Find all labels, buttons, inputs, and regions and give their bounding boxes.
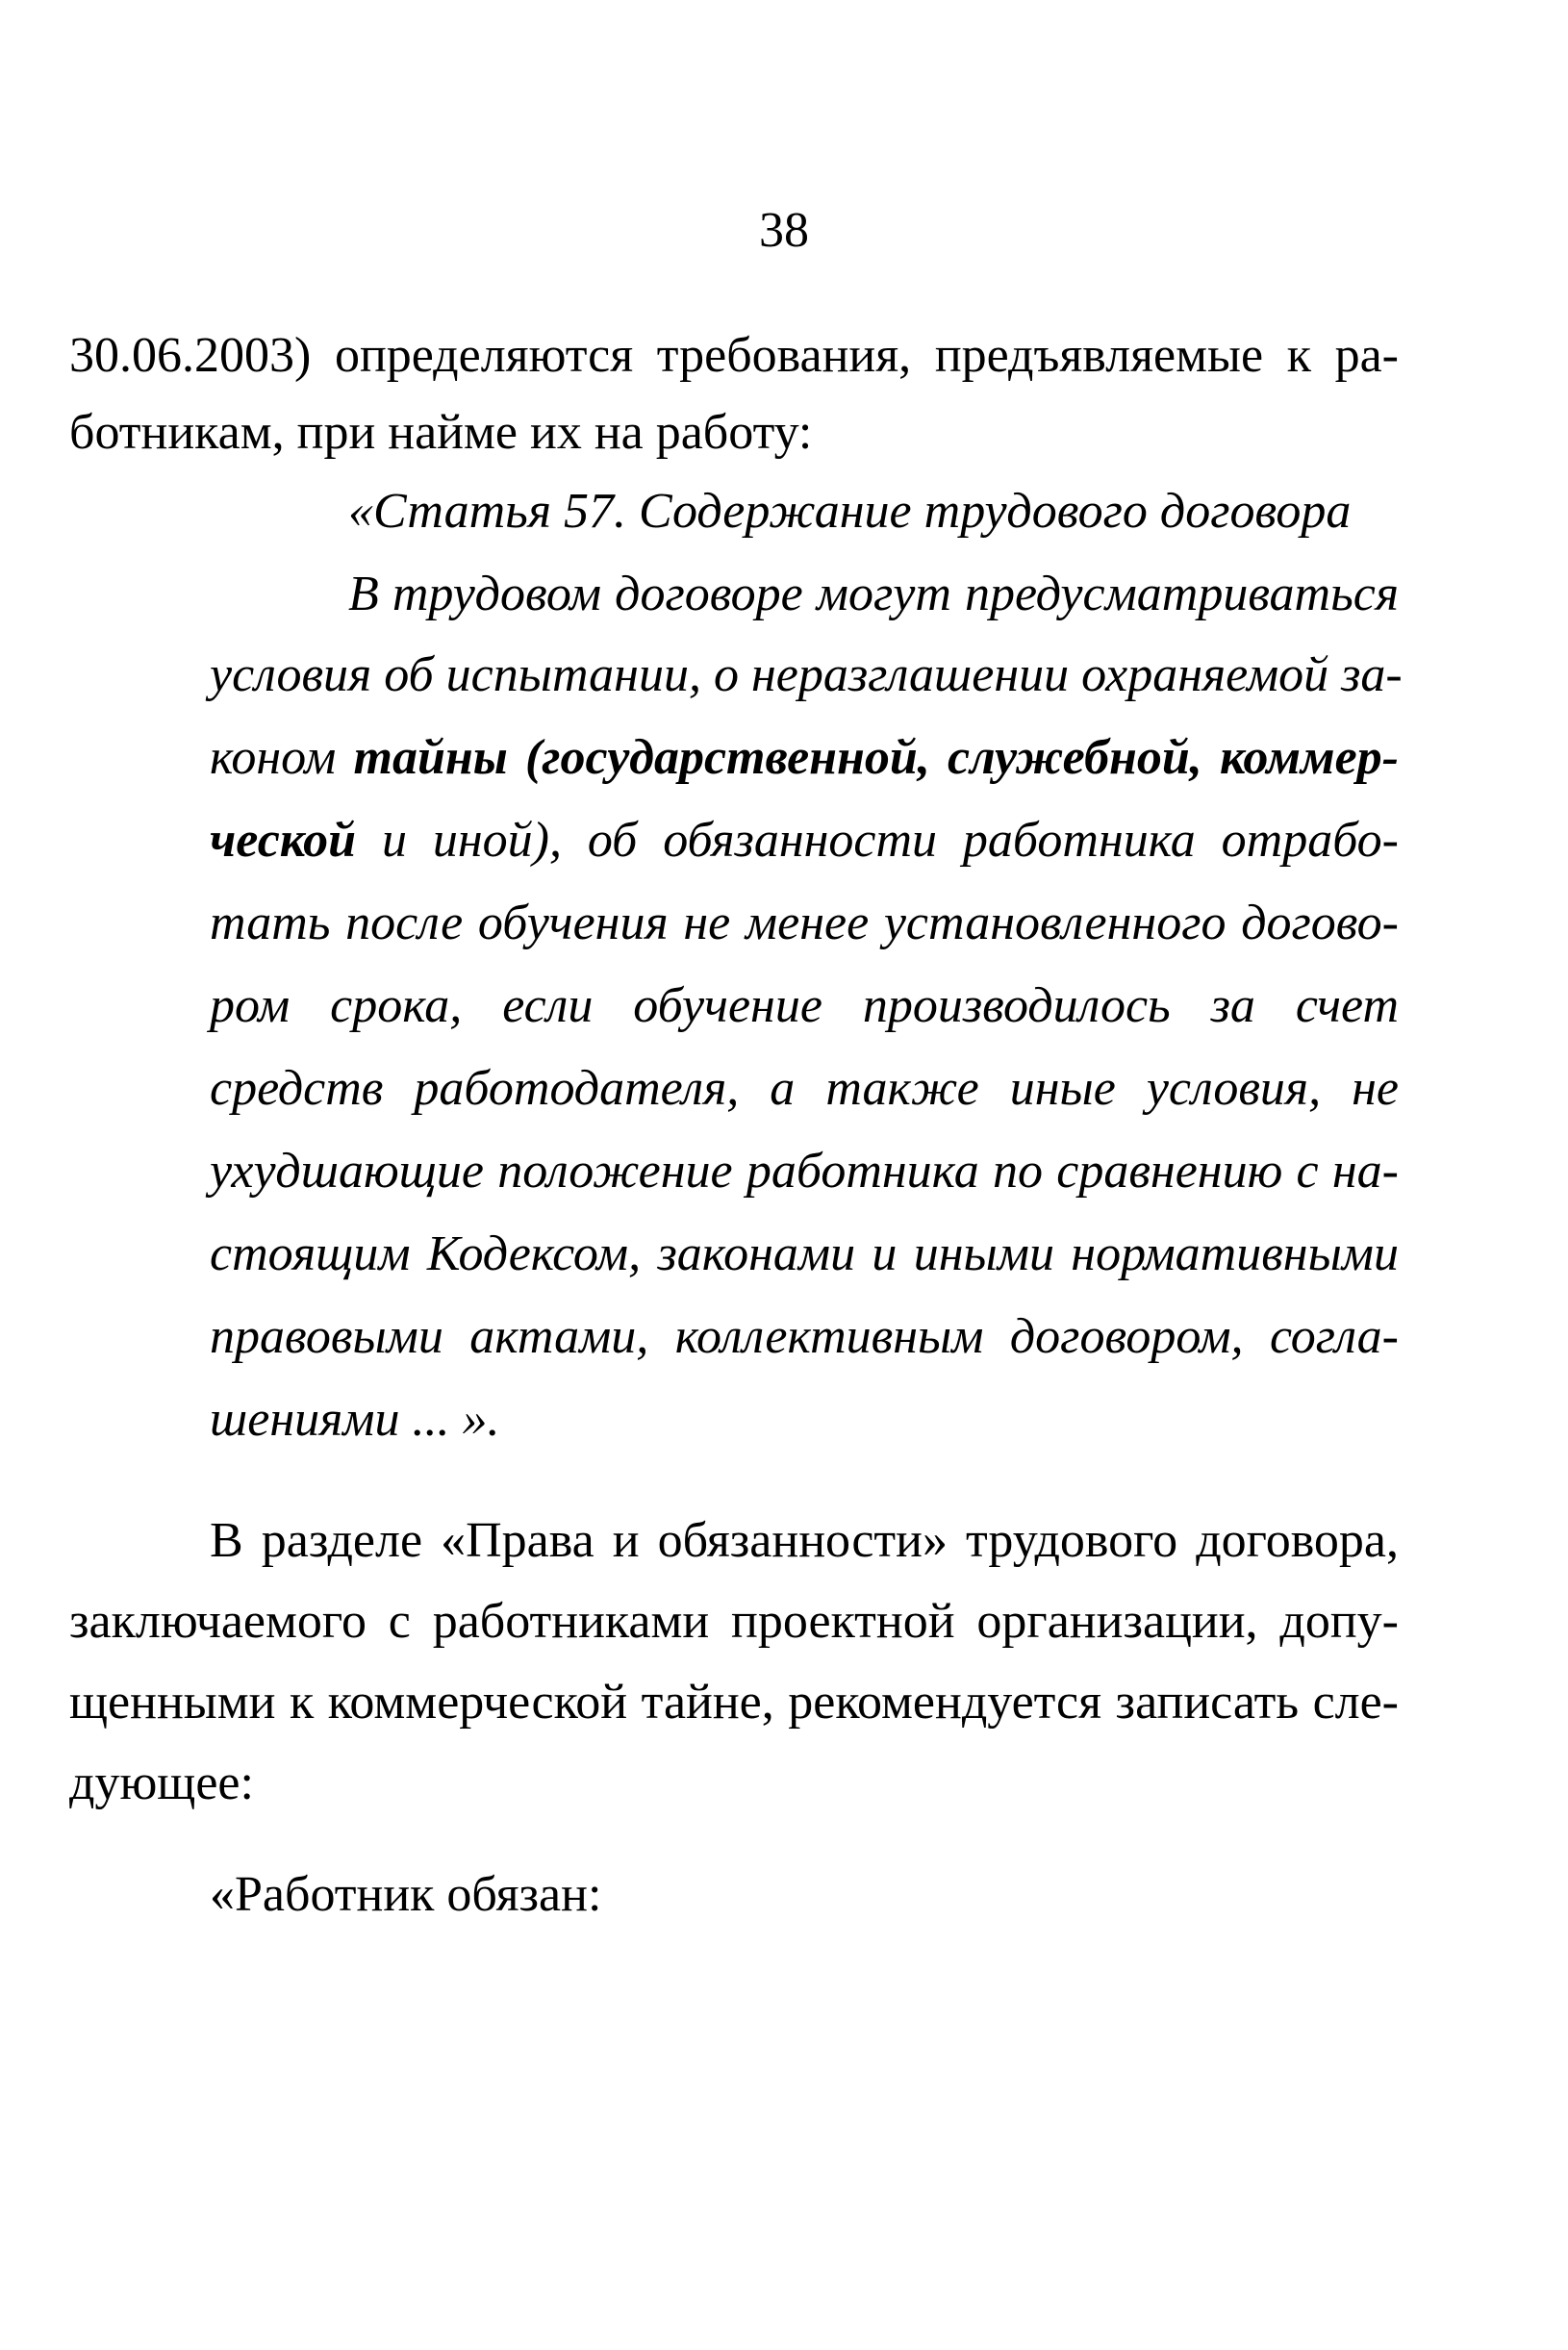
quote-line-6: ром срока, если обучение производилось за счет [210, 978, 1399, 1033]
quote-line-4-bold: ческой [210, 813, 357, 868]
page-number: 38 [759, 203, 809, 258]
para2-line-3: щенными к коммерческой тайне, рекомендуется записать сле- [69, 1675, 1399, 1730]
article-heading: «Статья 57. Содержание трудового договора [348, 484, 1352, 539]
quote-line-4 [210, 812, 1399, 870]
intro-line-1: 30.06.2003) определяются требования, предъявляемые к ра- [69, 328, 1399, 383]
quote-line-2: условия об испытании, о неразглашении охраняемой за- [210, 647, 1403, 702]
para2-line-2: заключаемого с работниками проектной организации, допу- [69, 1594, 1399, 1649]
quote-line-10: правовыми актами, коллективным договором, согла- [210, 1309, 1399, 1364]
quote-line-11: шениями ... ». [210, 1392, 500, 1447]
intro-line-2: ботникам, при найме их на работу: [69, 405, 813, 460]
para2-line-4: дующее: [69, 1756, 254, 1810]
quote-line-3-start: коном [210, 730, 354, 785]
quote-line-1: В трудовом договоре могут предусматриваться [348, 567, 1399, 621]
quote-line-5: тать после обучения не менее установленного догово- [210, 896, 1399, 950]
quote-line-3-bold: тайны (государственной, служебной, коммер- [353, 730, 1399, 785]
quote-line-8: ухудшающие положение работника по сравнению с на- [210, 1144, 1399, 1199]
quote-line-7: средств работодателя, а также иные условия, не [210, 1061, 1399, 1116]
quote-line-4-rest: и иной), об обязанности работника отрабо- [356, 813, 1399, 868]
para2-line-1: В разделе «Права и обязанности» трудового договора, [210, 1513, 1399, 1568]
quote-line-3 [210, 729, 1399, 787]
para3-line-1: «Работник обязан: [210, 1867, 602, 1922]
quote-line-9: стоящим Кодексом, законами и иными нормативными [210, 1226, 1399, 1281]
